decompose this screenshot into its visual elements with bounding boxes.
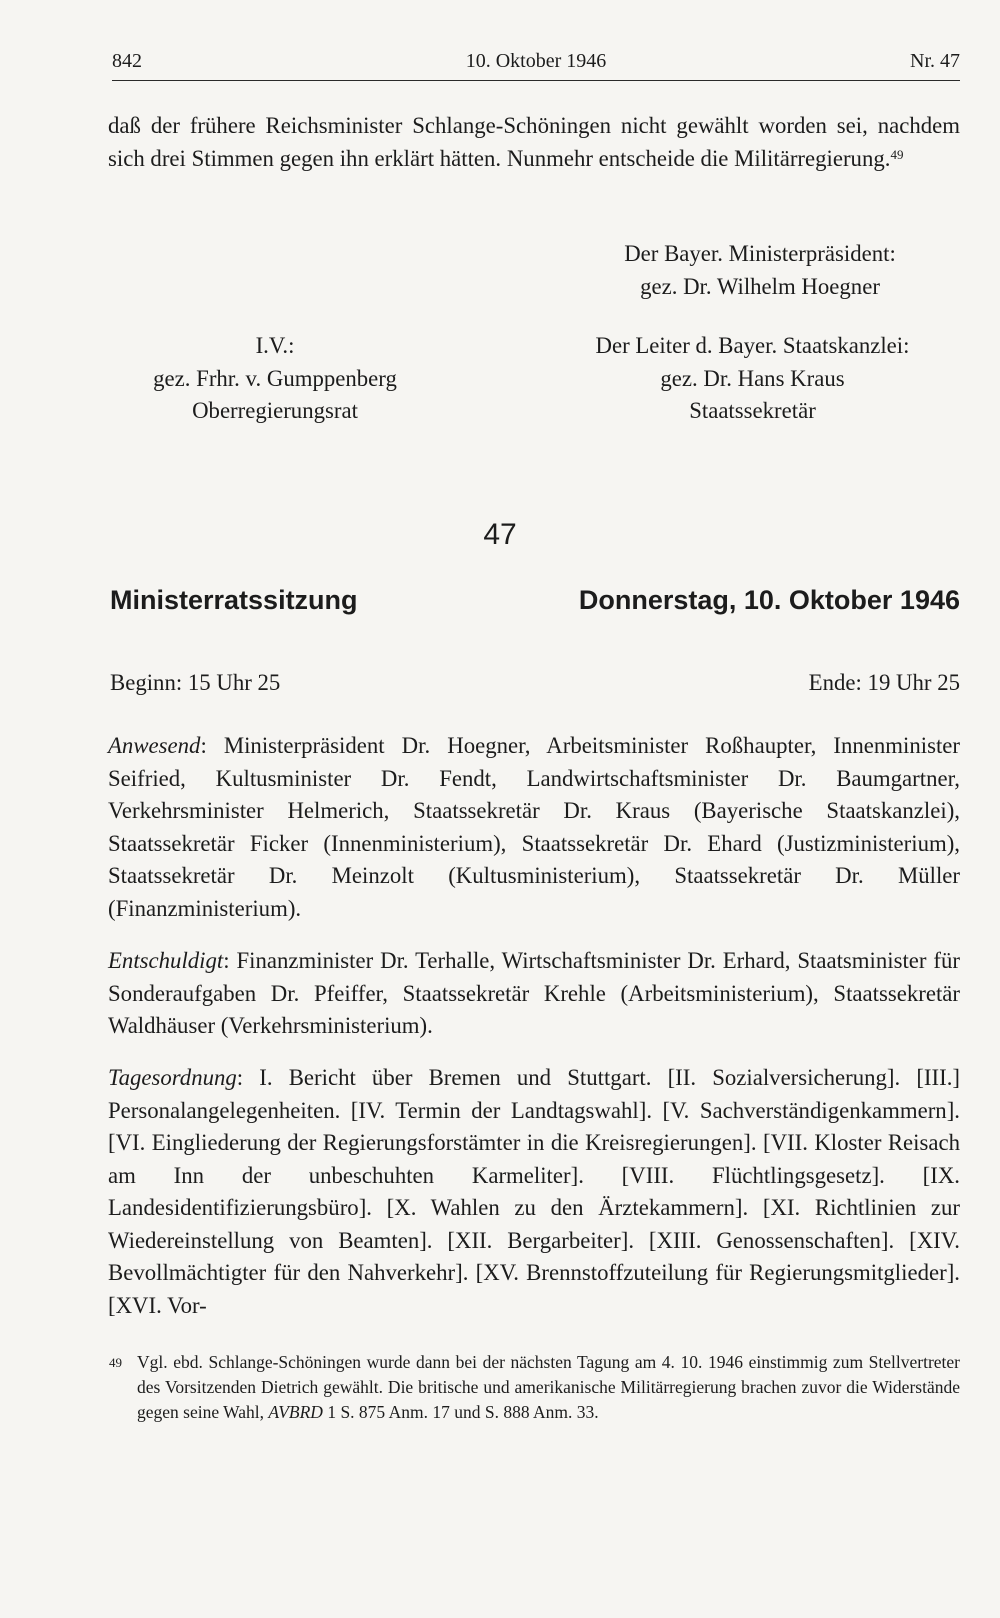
document-number: 47 (483, 518, 517, 551)
meeting-date: Donnerstag, 10. Oktober 1946 (578, 585, 960, 615)
entschuldigt-text: : Finanzminister Dr. Terhalle, Wirtschaftsminister Dr. Erhard, Staatsminister für Sonderaufgaben Dr. Pfeiffer, Staatssekretär Krehle (Arbeitsministerium), Staatssekretär Waldhäuser (Verkehrsministerium). (108, 948, 960, 1038)
page-number: 842 (112, 50, 142, 72)
tagesordnung-text: : I. Bericht über Bremen und Stuttgart. [II. Sozialversicherung]. [III.] Personalangelegenheiten. [IV. Termin der Landtagswahl]. [V. Sachverständigenkammern]. [VI. Eingliederung der Regierungsforstämter in die Kreisregierungen]. [VII. Kloster Reisach am Inn der unbeschuhten Karmeliter]. [VIII. Flüchtlingsgesetz]. [IX. Landesidentifizierungsbüro]. [X. Wahlen zu den Ärztekammern]. [XI. Richtlinien zur Wiedereinstellung von Beamten]. [XII. Bergarbeiter]. [XIII. Genossenschaften]. [XIV. Bevollmächtigter für den Nahverkehr]. [XV. Brennstoffzuteilung für Regierungsmitglieder]. [XVI. Vor- (108, 1065, 960, 1318)
iv-role: Oberregierungsrat (192, 398, 358, 423)
footnote-text-before: Vgl. ebd. Schlange-Schöningen wurde dann bei der nächsten Tagung am 4. 10. 1946 einstimmig zum Stellvertreter des Vorsitzenden Dietrich gewählt. Die britische und amerikanische Militärregierung brachen zuvor die Widerstände gegen seine Wahl, (137, 1352, 960, 1422)
end-time: Ende: 19 Uhr 25 (808, 670, 960, 695)
meeting-title: Ministerratssitzung (110, 585, 358, 615)
running-head (112, 46, 960, 81)
footnote-source: AVBRD (268, 1402, 323, 1422)
iv-label: I.V.: (255, 333, 295, 358)
minister-title: Der Bayer. Ministerpräsident: (624, 241, 896, 266)
footnote-text-after: 1 S. 875 Anm. 17 und S. 888 Anm. 33. (322, 1402, 599, 1422)
tagesordnung-label: Tagesordnung (108, 1065, 237, 1090)
footnote (109, 1350, 960, 1425)
header-number: Nr. 47 (910, 50, 960, 72)
entschuldigt-paragraph (108, 945, 960, 1043)
tagesordnung-paragraph (108, 1062, 960, 1322)
iv-name: gez. Frhr. v. Gumppenberg (153, 365, 397, 391)
header-date: 10. Oktober 1946 (465, 50, 607, 72)
footnote-reference: 49 (890, 146, 904, 162)
footnote-number: 49 (109, 1355, 122, 1370)
signature-minister (560, 238, 960, 303)
leiter-title: Der Leiter d. Bayer. Staatskanzlei: (595, 333, 910, 358)
leiter-name: gez. Dr. Hans Kraus (660, 365, 845, 391)
minister-name: gez. Dr. Wilhelm Hoegner (640, 273, 880, 299)
begin-time: Beginn: 15 Uhr 25 (110, 670, 281, 695)
signature-iv (110, 330, 440, 428)
leiter-role: Staatssekretär (689, 398, 816, 423)
anwesend-paragraph (108, 730, 960, 925)
intro-paragraph (108, 110, 960, 175)
anwesend-text: : Ministerpräsident Dr. Hoegner, Arbeitsminister Roßhaupter, Innenminister Seifried, Kultusminister Dr. Fendt, Landwirtschaftsminister Dr. Baumgartner, Verkehrsminister Helmerich, Staatssekretär Dr. Kraus (Bayerische Staatskanzlei), Staatssekretär Ficker (Innenministerium), Staatssekretär Dr. Ehard (Justizministerium), Staatssekretär Dr. Meinzolt (Kultusministerium), Staatssekretär Dr. Müller (Finanzministerium). (108, 733, 960, 921)
anwesend-label: Anwesend (108, 733, 201, 758)
signature-leiter (545, 330, 960, 428)
intro-text: daß der frühere Reichsminister Schlange-Schöningen nicht gewählt worden sei, nachdem sich drei Stimmen gegen ihn erklärt hätten. Nunmehr entscheide die Militärregierung. (108, 113, 960, 171)
entschuldigt-label: Entschuldigt (108, 948, 224, 973)
